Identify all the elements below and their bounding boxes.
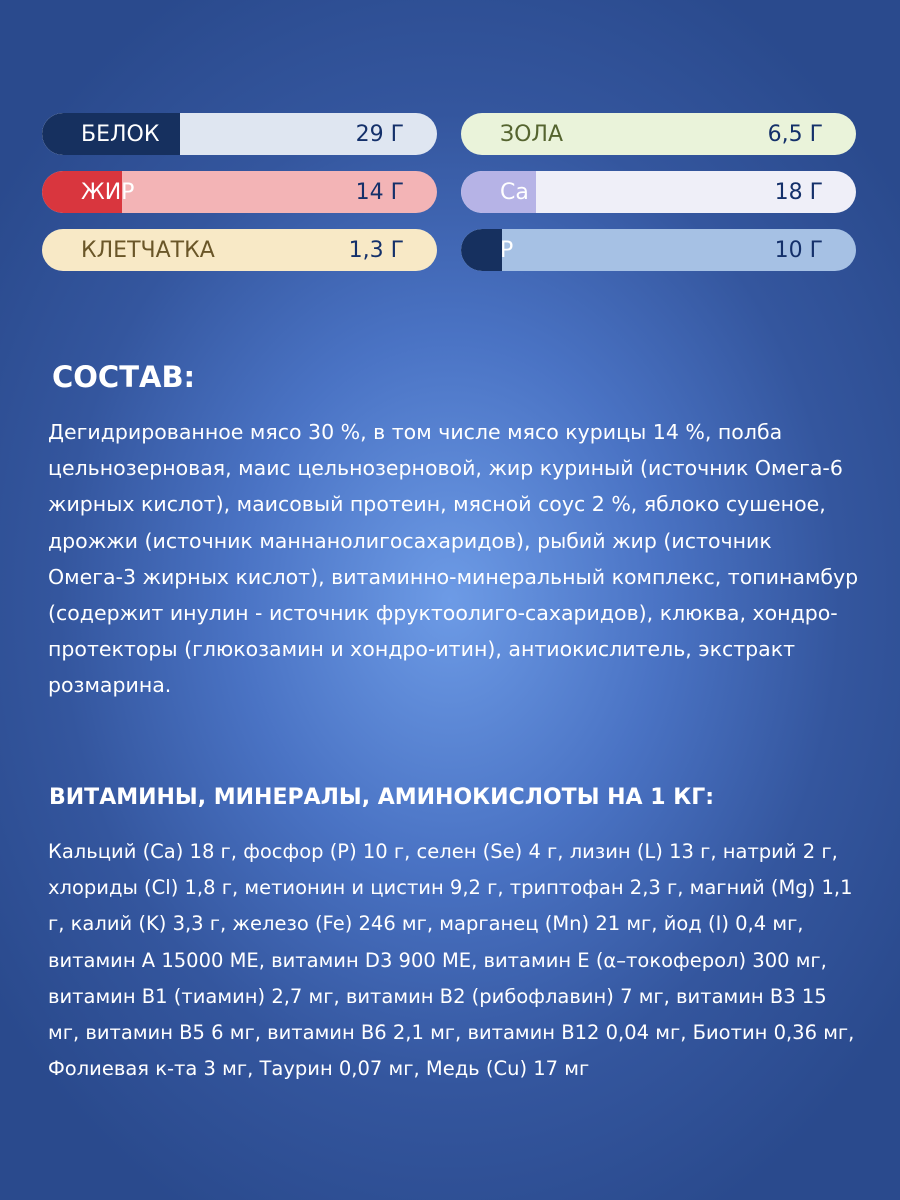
nutrient-fiber bbox=[42, 229, 437, 271]
vitamins-text: Кальций (Ca) 18 г, фосфор (P) 10 г, селен (Se) 4 г, лизин (L) 13 г, натрий 2 г, хлориды (Cl) 1,8 г, метионин и цистин 9,2 г, триптофан 2,3 г, магний (Mg) 1,1 г, калий (K) 3,3 г, железо (Fe) 246 мг, марганец (Mn) 21 мг, йод (I) 0,4 мг, витамин А 15000 МЕ, витамин D3 900 МЕ, витамин Е (α–токоферол) 300 мг, витамин В1 (тиамин) 2,7 мг, витамин В2 (рибофлавин) 7 мг, витамин В3 15 мг, витамин В5 6 мг, витамин В6 2,1 мг, витамин В12 0,04 мг, Биотин 0,36 мг, Фолиевая к-та 3 мг, Таурин 0,07 мг, Медь (Cu) 17 мг bbox=[48, 840, 855, 1081]
nutrient-label: БЕЛОК bbox=[81, 121, 160, 147]
composition-title: СОСТАВ: bbox=[52, 360, 196, 394]
nutrient-value: 10 Г bbox=[774, 237, 823, 263]
nutrient-phosphorus bbox=[461, 229, 856, 271]
vitamins-title: ВИТАМИНЫ, МИНЕРАЛЫ, АМИНОКИСЛОТЫ НА 1 КГ: bbox=[49, 785, 715, 810]
nutrient-value: 14 Г bbox=[355, 179, 404, 205]
nutrient-label: КЛЕТЧАТКА bbox=[81, 237, 215, 263]
nutrient-value: 1,3 Г bbox=[348, 237, 404, 263]
nutrient-calcium bbox=[461, 171, 856, 213]
nutrient-ash bbox=[461, 113, 856, 155]
nutrient-label: Ca bbox=[500, 179, 529, 205]
nutrient-value: 6,5 Г bbox=[767, 121, 823, 147]
nutrient-protein bbox=[42, 113, 437, 155]
nutrient-fat bbox=[42, 171, 437, 213]
nutrient-label: ЗОЛА bbox=[500, 121, 564, 147]
nutrient-value: 18 Г bbox=[774, 179, 823, 205]
nutrient-label: ЖИР bbox=[81, 179, 135, 205]
composition-text: Дегидрированное мясо 30 %, в том числе мясо курицы 14 %, полба цельнозерновая, маис цельнозерновой, жир куриный (источник Омега-6 жирных кислот), маисовый протеин, мясной соус 2 %, яблоко сушеное, дрожжи (источник маннанолигосахаридов), рыбий жир (источник Омега-3 жирных кислот), витаминно-минеральный комплекс, топинамбур (содержит инулин - источник фруктоолиго-сахаридов), клюква, хондро-протекторы (глюкозамин и хондро-итин), антиокислитель, экстракт розмарина. bbox=[48, 420, 859, 698]
nutrient-value: 29 Г bbox=[355, 121, 404, 147]
nutrient-label: P bbox=[500, 237, 514, 263]
